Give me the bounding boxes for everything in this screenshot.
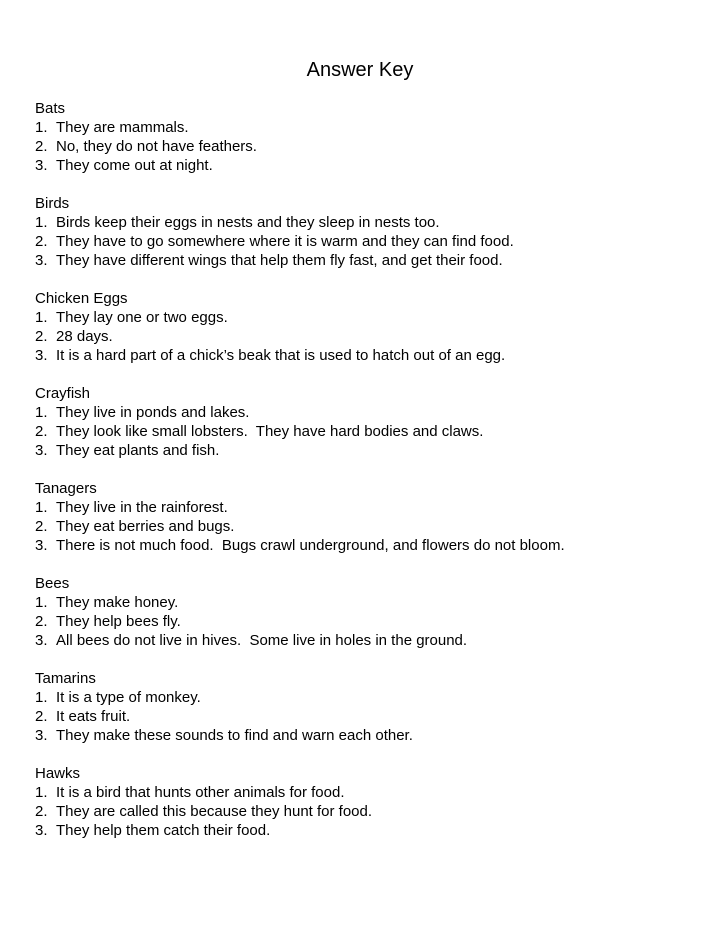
answer-text: They live in the rainforest. [56, 499, 228, 516]
answer-number: 2. [35, 233, 48, 250]
answer-number: 3. [35, 632, 48, 649]
answer-number: 2. [35, 423, 48, 440]
answer-number: 2. [35, 708, 48, 725]
section-title: Hawks [35, 765, 81, 782]
answer-text: They are called this because they hunt for food. [56, 803, 373, 820]
answer-number: 3. [35, 442, 48, 459]
answer-text: 28 days. [56, 328, 113, 345]
answer-text: They eat plants and fish. [56, 442, 220, 459]
answer-item [35, 422, 705, 441]
answer-text: Birds keep their eggs in nests and they sleep in nests too. [56, 214, 440, 231]
answer-text: They have different wings that help them fly fast, and get their food. [56, 252, 503, 269]
answer-text: It is a type of monkey. [56, 689, 201, 706]
section-title: Birds [35, 195, 70, 212]
answer-number: 1. [35, 499, 48, 516]
section-bees [35, 574, 705, 650]
answer-item [35, 403, 705, 422]
section-title: Tamarins [35, 670, 96, 687]
answer-number: 1. [35, 214, 48, 231]
answer-number: 3. [35, 822, 48, 839]
answer-item [35, 631, 705, 650]
answer-number: 3. [35, 537, 48, 554]
section-title: Bats [35, 100, 66, 117]
answer-item [35, 517, 705, 536]
answer-item [35, 441, 705, 460]
answer-item [35, 802, 705, 821]
answer-item [35, 251, 705, 270]
answer-text: They live in ponds and lakes. [56, 404, 250, 421]
answer-number: 1. [35, 119, 48, 136]
answer-item [35, 688, 705, 707]
answer-item [35, 156, 705, 175]
answer-text: They make honey. [56, 594, 179, 611]
section-title: Bees [35, 575, 70, 592]
answer-text: They look like small lobsters. They have hard bodies and claws. [56, 423, 484, 440]
answer-number: 1. [35, 309, 48, 326]
answer-item [35, 118, 705, 137]
section-title: Tanagers [35, 480, 97, 497]
answer-text: They eat berries and bugs. [56, 518, 235, 535]
answer-text: They lay one or two eggs. [56, 309, 228, 326]
answer-number: 1. [35, 404, 48, 421]
answer-text: They have to go somewhere where it is warm and they can find food. [56, 233, 514, 250]
answer-item [35, 707, 705, 726]
section-crayfish [35, 384, 705, 460]
answer-text: They make these sounds to find and warn each other. [56, 727, 413, 744]
answer-text: It is a bird that hunts other animals for food. [56, 784, 345, 801]
answer-number: 3. [35, 727, 48, 744]
answer-item [35, 783, 705, 802]
answer-number: 1. [35, 784, 48, 801]
section-tamarins [35, 669, 705, 745]
answer-number: 2. [35, 138, 48, 155]
answer-text: They are mammals. [56, 119, 189, 136]
answer-number: 3. [35, 252, 48, 269]
section-birds [35, 194, 705, 270]
answer-text: No, they do not have feathers. [56, 138, 257, 155]
answer-number: 1. [35, 594, 48, 611]
answer-number: 1. [35, 689, 48, 706]
answer-item [35, 346, 705, 365]
answer-text: It is a hard part of a chick’s beak that is used to hatch out of an egg. [56, 347, 506, 364]
answer-number: 2. [35, 613, 48, 630]
answer-item [35, 137, 705, 156]
answer-number: 3. [35, 347, 48, 364]
page-title: Answer Key [306, 59, 414, 81]
answer-item [35, 612, 705, 631]
answer-text: They come out at night. [56, 157, 213, 174]
section-chicken-eggs [35, 289, 705, 365]
answer-number: 3. [35, 157, 48, 174]
section-tanagers [35, 479, 705, 555]
section-title: Chicken Eggs [35, 290, 128, 307]
answer-text: They help bees fly. [56, 613, 181, 630]
answer-text: All bees do not live in hives. Some live in holes in the ground. [56, 632, 468, 649]
answer-sections [35, 99, 705, 859]
answer-number: 2. [35, 518, 48, 535]
section-hawks [35, 764, 705, 840]
answer-item [35, 308, 705, 327]
answer-item [35, 327, 705, 346]
answer-item [35, 232, 705, 251]
answer-text: They help them catch their food. [56, 822, 271, 839]
answer-number: 2. [35, 328, 48, 345]
answer-item [35, 821, 705, 840]
section-title: Crayfish [35, 385, 91, 402]
answer-item [35, 498, 705, 517]
answer-item [35, 213, 705, 232]
answer-item [35, 726, 705, 745]
answer-text: It eats fruit. [56, 708, 131, 725]
answer-item [35, 536, 705, 555]
answer-text: There is not much food. Bugs crawl underground, and flowers do not bloom. [56, 537, 565, 554]
answer-number: 2. [35, 803, 48, 820]
answer-item [35, 593, 705, 612]
section-bats [35, 99, 705, 175]
